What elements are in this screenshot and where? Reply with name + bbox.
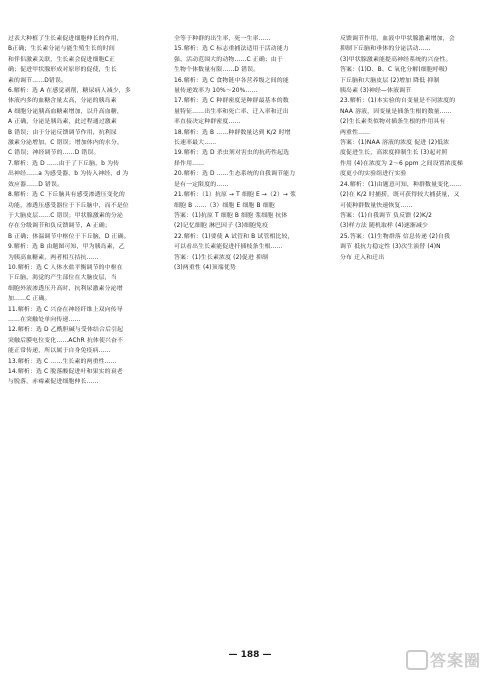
- text-line: C 错误；神经调节的……D 错误。: [8, 150, 100, 157]
- text-line: (2)在 K/2 时捕捞，既可获得较大捕获量，又: [340, 192, 460, 199]
- text-line: B 正确；体温调节中枢位于下丘脑，D 正确。: [8, 233, 130, 240]
- text-line: 11.解析：选 C 兴奋在神经纤维上双向传导: [8, 306, 123, 313]
- text-line: 强、活动范围大的动物……C 正确；由于: [174, 56, 283, 63]
- text-line: 15.解析：选 C 标志重捕法适用于活动能力: [174, 46, 289, 53]
- text-line: (2)生长素类似物对插条生根的作用具有: [340, 119, 446, 126]
- column-right: [340, 34, 492, 263]
- text-line: 量特征……出生率和死亡率、迁入率和迁出: [174, 108, 289, 115]
- text-line: 答案：(1)NAA 溶液的浓度 促进 (2)低浓: [340, 140, 450, 147]
- text-line: 24.解析：(1)由题意可知，种群数量变化……: [340, 181, 462, 188]
- text-line: 功能，渗透压感受器位于下丘脑中，而不是位: [8, 202, 129, 209]
- text-line: 答案：(1)抗原 T 细胞 B 细胞 浆细胞 抗体: [174, 212, 288, 219]
- text-line: 12.解析：选 D 乙酰胆碱与受体结合后引起: [8, 327, 124, 334]
- text-line: 是有一定限度的……: [174, 181, 229, 188]
- text-line: 体液内多的血糖含量太高，分泌的胰岛素: [8, 98, 117, 105]
- text-line: 细胞外液渗透压升高时，抗利尿激素分泌增: [8, 285, 123, 292]
- text-line: 7.解析：选 D ……由于了下丘脑，b 为传: [8, 160, 120, 167]
- text-line: 与脱落，赤霉素促进细胞伸长……: [8, 379, 99, 386]
- page-number: — 188 —: [228, 650, 272, 660]
- text-line: 激素分泌增加，C 错误；增加体内的水分，: [8, 140, 124, 147]
- text-line: 9.解析：选 B 由题图可知，甲为胰岛素，乙: [8, 244, 125, 251]
- text-line: 突触后膜电位变化……AChR 抗体使兴奋不: [8, 337, 124, 344]
- text-line: 17.解析：选 C 种群密度是种群最基本的数: [174, 98, 289, 105]
- text-line: 长速率最大……: [174, 140, 217, 147]
- column-middle: [174, 34, 320, 273]
- text-line: 加……C 正确。: [8, 296, 51, 303]
- text-line: 下丘脑和大脑皮层 (2)增加 降低 抑制: [340, 77, 440, 84]
- text-line: A 正确，分泌是胰岛素，此过程通过激素: [8, 119, 117, 126]
- text-line: 细胞 B ……（3）细胞 E 细胞 B 细胞: [174, 202, 275, 209]
- text-line: (3)两重性 (4)顶端优势: [174, 264, 236, 271]
- text-line: 22.解析：(1)要使 A 试管和 B 试管相比较，: [174, 233, 294, 240]
- text-line: 度更小的实验组进行实验: [340, 171, 407, 178]
- text-line: 抑制下丘脑和垂体的分泌活动……: [340, 46, 431, 53]
- text-line: 全等于种群的出生率，死一生率……: [174, 36, 271, 42]
- text-line: 6.解析：选 A 在感觉剥削，糖尿病人减少，多: [8, 88, 131, 95]
- text-line: 分布 迁入和迁出: [340, 254, 385, 261]
- text-line: 13.解析：选 C ……生长素的两重性……: [8, 358, 117, 365]
- text-line: 出神经……a 为感受器，b 为传入神经，d 为: [8, 171, 129, 178]
- text-line: 和伴侣激素关联，生长素会促进细胞C正: [8, 56, 115, 63]
- text-line: B 错误；由于分泌反馈调节作用，抗利尿: [8, 129, 117, 136]
- watermark-text: 答案圈: [430, 651, 482, 670]
- text-line: 调节 抵抗力稳定性 (3)次生演替 (4)N: [340, 244, 441, 251]
- text-line: 过表大种植了生长素促进细胞伸长的作用，: [8, 36, 123, 42]
- text-line: 效应器……D 错误。: [8, 181, 64, 188]
- text-line: 下丘脑，渴觉的产生部位在大脑皮层，当: [8, 275, 117, 282]
- column-left: [8, 34, 154, 388]
- text-line: (3)甲状腺激素能提高神经系统的兴奋性。: [340, 56, 452, 63]
- text-line: 率直接决定种群密度……: [174, 119, 241, 126]
- text-line: 胰岛素 (3)神经—体液调节: [340, 88, 412, 95]
- text-line: (3)样方法 随机取样 (4)逐渐减少: [340, 223, 429, 230]
- text-line: 23.解析：(1)本实验的自变量是不同浓度的: [340, 98, 456, 105]
- watermark-logo: [406, 642, 492, 672]
- text-line: 存在分级调节和负反馈调节，A 正确；: [8, 223, 111, 230]
- text-line: 素的调节……D错误。: [8, 77, 68, 84]
- text-line: B正确；生长素分泌与能生殖生长的时间: [8, 46, 115, 53]
- text-line: 答案：(1)D、B、C 氧化分解(细胞呼吸): [340, 67, 448, 74]
- text-line: 可以看出生长素能促进扦插枝条生根……: [174, 244, 283, 251]
- text-line: 19.解析：选 D 杀虫剂对害虫的抗药性起选: [174, 150, 290, 157]
- text-line: ……在突触处单向传递……: [8, 316, 81, 323]
- text-line: 21.解析：（1）抗原 → T 细胞 E →（2）→ 浆: [174, 192, 297, 199]
- text-line: 8.解析：选 C 下丘脑具有感受渗透压变化的: [8, 192, 125, 199]
- text-line: 反馈调节作用，血液中甲状腺激素增加，会: [340, 36, 455, 42]
- text-line: 答案：(1)自我调节 负反馈 (2)K/2: [340, 212, 433, 219]
- text-line: 14.解析：选 C 脱落酸促进叶和果实的衰老: [8, 369, 123, 375]
- text-line: 答案：(1)生长素浓度 (2)促进 抑制: [174, 254, 269, 261]
- text-line: 确；促进甲状腺形成对原形的促使，生长: [8, 67, 117, 74]
- text-line: A 细胞分泌胰高血糖素增加，以升高血糖，: [8, 108, 123, 115]
- text-line: 择作用……: [174, 160, 205, 167]
- text-line: 量传递效率为 10%～20%……: [174, 88, 258, 95]
- text-line: (2)记忆细胞 淋巴因子 (3)细胞免疫: [174, 223, 269, 230]
- text-line: 两重性……: [340, 129, 371, 136]
- text-line: 20.解析：选 D ……生态系统的自我调节能力: [174, 171, 296, 178]
- text-line: 作用 (4)在浓度为 2～6 ppm 之间设置浓度梯: [340, 160, 463, 167]
- text-line: 10.解析：选 C 人体水盐平衡调节的中枢在: [8, 264, 123, 271]
- text-line: 16.解析：选 C 食物链中各营养级之间的能: [174, 77, 289, 84]
- text-line: 18.解析：选 B ……种群数量达到 K/2 时增: [174, 129, 291, 136]
- text-line: 可使种群数量快速恢复……: [340, 202, 413, 209]
- text-line: 生物个体数量有限……D 错误。: [174, 67, 260, 74]
- text-line: 度促进生长，高浓度抑制生长 (3)起对照: [340, 150, 448, 157]
- text-line: 于大脑皮层……C 错误；甲状腺激素的分泌: [8, 212, 124, 219]
- text-line: 能正常传递，所以属于自身免疫病……: [8, 348, 111, 355]
- watermark-icon: [406, 650, 428, 670]
- text-line: NAA 溶液，因变量是插条生根的数量……: [340, 108, 452, 115]
- text-line: 25.答案：(1)生物群落 信息传递 (2)自我: [340, 233, 450, 240]
- text-line: 为胰高血糖素，两者相互拮抗……: [8, 254, 99, 261]
